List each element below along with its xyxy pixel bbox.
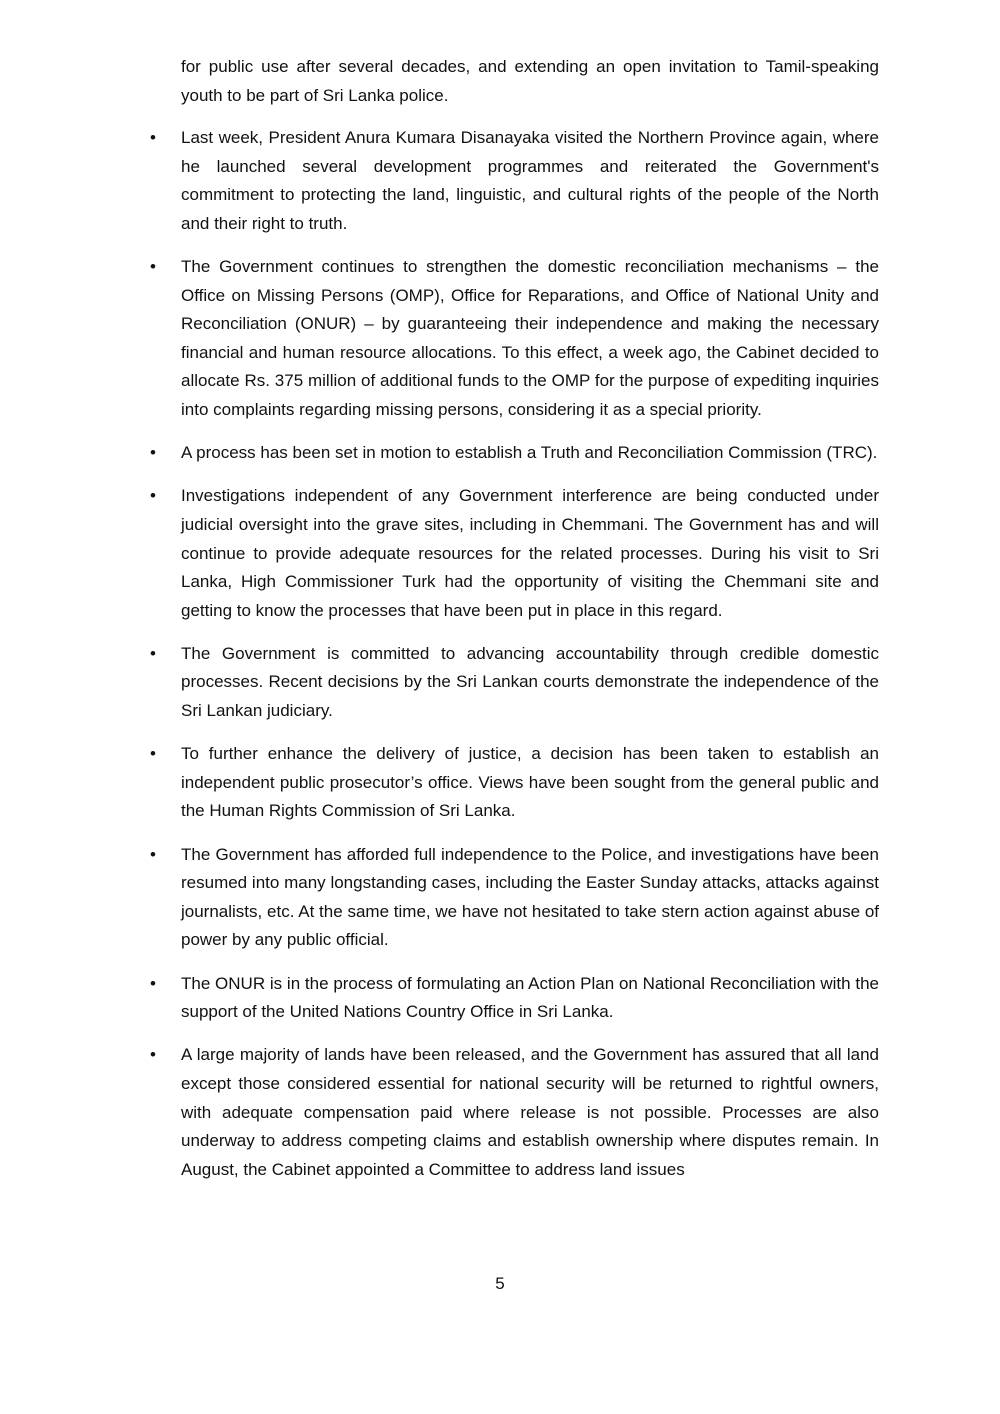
bullet-icon: • [150,844,156,864]
list-item [0,482,1000,625]
continuation-paragraph: for public use after several decades, and extending an open invitation to Tamil-speaking youth to be part of Sri Lanka police. [181,57,879,105]
list-item [0,253,1000,425]
bullet-icon: • [150,643,156,663]
bullet-icon: • [150,443,156,463]
list-item [0,439,1000,468]
bullet-text: Last week, President Anura Kumara Disanayaka visited the Northern Province again, where he launched several development programmes and reiterated the Government's commitment to protecting the land, linguistic, and cultural rights of the people of the North and their right to truth. [181,128,879,233]
bullet-text: The ONUR is in the process of formulating an Action Plan on National Reconciliation with the support of the United Nations Country Office in Sri Lanka. [181,973,879,1022]
bullet-icon: • [150,744,156,764]
page-number: 5 [495,1274,505,1293]
bullet-text: The Government continues to strengthen the domestic reconciliation mechanisms – the Office on Missing Persons (OMP), Office for Reparations, and Office of National Unity and Reconciliation (ONUR) – by guaranteeing their independence and making the necessary financial and human resource allocations. To this effect, a week ago, the Cabinet decided to allocate Rs. 375 million of additional funds to the OMP for the purpose of expediting inquiries into complaints regarding missing persons, considering it as a special priority. [181,256,879,419]
list-item [0,740,1000,826]
bullet-text: A process has been set in motion to establish a Truth and Reconciliation Commission (TRC). [181,443,878,463]
bullet-icon: • [150,256,156,276]
bullet-text: Investigations independent of any Government interference are being conducted under judicial oversight into the grave sites, including in Chemmani. The Government has and will continue to provide adequate resources for the related processes. During his visit to Sri Lanka, High Commissioner Turk had the opportunity of visiting the Chemmani site and getting to know the processes that have been put in place in this regard. [181,486,879,620]
bullet-text: The Government is committed to advancing accountability through credible domestic processes. Recent decisions by the Sri Lankan courts demonstrate the independence of the Sri Lankan judiciary. [181,643,879,721]
bullet-icon: • [150,128,156,147]
list-item [0,841,1000,955]
bullet-text: To further enhance the delivery of justice, a decision has been taken to establish an independent public prosecutor’s office. Views have been sought from the general public and the Human Rights Commission of Sri Lanka. [181,744,879,821]
list-item [0,640,1000,726]
list-item [0,970,1000,1027]
list-item [0,124,1000,238]
bullet-icon: • [150,1045,156,1065]
bullet-text: The Government has afforded full independence to the Police, and investigations have been resumed into many longstanding cases, including the Easter Sunday attacks, attacks against journalists, etc. At the same time, we have not hesitated to take stern action against abuse of power by any public official. [181,844,879,950]
bullet-text: A large majority of lands have been released, and the Government has assured that all land except those considered essential for national security will be returned to rightful owners, with adequate compensation paid where release is not possible. Processes are also underway to address competing claims and establish ownership where disputes remain. In August, the Cabinet appointed a Committee to address land issues [181,1045,879,1179]
bullet-icon: • [150,486,156,506]
list-item [0,1041,1000,1184]
bullet-list [0,124,1000,1199]
bullet-icon: • [150,973,156,993]
